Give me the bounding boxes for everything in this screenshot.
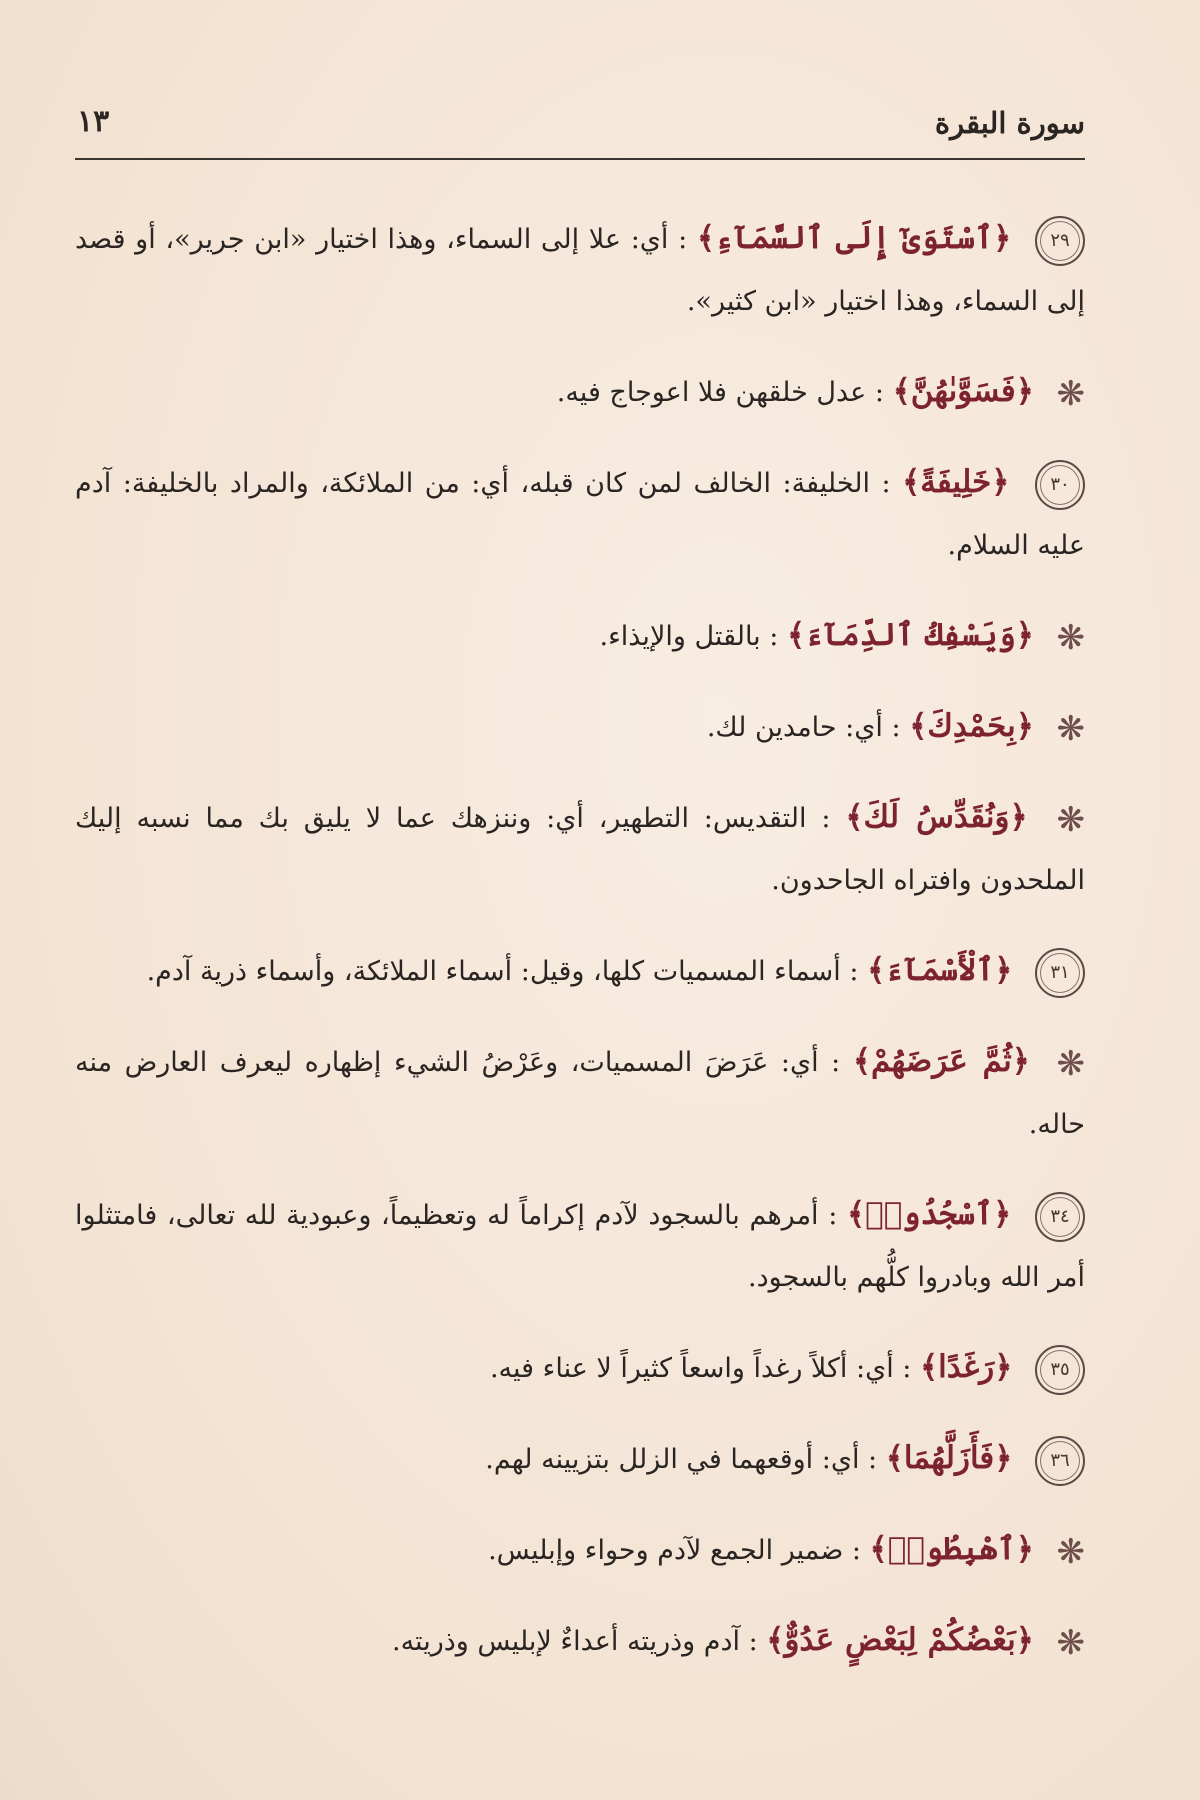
quran-term: ﴿فَأَزَلَّهُمَا﴾ bbox=[885, 1440, 1013, 1476]
verse-number-badge: ٣٤ bbox=[1035, 1192, 1085, 1242]
glossary-entry bbox=[75, 1518, 1085, 1582]
definition-text: : بالقتل والإيذاء. bbox=[599, 621, 779, 652]
glossary-entry bbox=[75, 1609, 1085, 1673]
verse-number-badge: ٣١ bbox=[1035, 948, 1085, 998]
star-ornament-icon: ❋ bbox=[1056, 1622, 1085, 1663]
verse-number-badge: ٣٥ bbox=[1035, 1345, 1085, 1395]
glossary-entry bbox=[75, 360, 1085, 424]
definition-text: : أسماء المسميات كلها، وقيل: أسماء الملائكة، وأسماء ذرية آدم. bbox=[146, 956, 859, 987]
verse-number-badge: ٣٦ bbox=[1035, 1436, 1085, 1486]
surah-title: سورة البقرة bbox=[934, 106, 1085, 140]
glossary-entry bbox=[75, 695, 1085, 759]
page-number: ١٣ bbox=[77, 104, 110, 139]
star-ornament-icon: ❋ bbox=[1056, 373, 1085, 414]
glossary-list bbox=[75, 180, 1085, 1693]
star-ornament-icon: ❋ bbox=[1056, 617, 1085, 658]
glossary-entry bbox=[75, 786, 1085, 912]
glossary-entry bbox=[75, 207, 1085, 333]
definition-text: : أي: أوقعهما في الزلل بتزيينه لهم. bbox=[485, 1444, 878, 1475]
star-ornament-icon: ❋ bbox=[1056, 799, 1085, 840]
definition-text: : أي: عَرَضَ المسميات، وعَرْضُ الشيء إظهاره ليعرف العارض منه حاله. bbox=[75, 1047, 1085, 1140]
definition-text: : الخليفة: الخالف لمن كان قبله، أي: من الملائكة، والمراد بالخليفة: آدم عليه السلام. bbox=[75, 468, 1085, 561]
definition-text: : أمرهم بالسجود لآدم إكراماً له وتعظيماً، وعبودية لله تعالى، فامتثلوا أمر الله وبادروا كلُّهم بالسجود. bbox=[75, 1200, 1085, 1293]
quran-term: ﴿ٱلْأَسْمَآءَ﴾ bbox=[867, 952, 1013, 988]
definition-text: : أي: أكلاً رغداً واسعاً كثيراً لا عناء فيه. bbox=[489, 1353, 912, 1384]
glossary-entry bbox=[75, 451, 1085, 577]
quran-term: ﴿وَنُقَدِّسُ لَكَ﴾ bbox=[845, 799, 1028, 835]
glossary-entry bbox=[75, 1030, 1085, 1156]
quran-term: ﴿ثُمَّ عَرَضَهُمْ﴾ bbox=[852, 1043, 1030, 1079]
quran-term: ﴿خَلِيفَةً﴾ bbox=[902, 464, 1010, 500]
definition-text: : أي: علا إلى السماء، وهذا اختيار «ابن جرير»، أو قصد إلى السماء، وهذا اختيار «ابن كثير». bbox=[75, 224, 1085, 317]
verse-number-badge: ٣٠ bbox=[1035, 460, 1085, 510]
glossary-entry bbox=[75, 939, 1085, 1003]
quran-term: ﴿ٱسْجُدُوا۟﴾ bbox=[846, 1196, 1012, 1232]
glossary-entry bbox=[75, 604, 1085, 668]
star-ornament-icon: ❋ bbox=[1056, 1531, 1085, 1572]
quran-term: ﴿فَسَوَّىٰهُنَّ﴾ bbox=[892, 373, 1034, 409]
quran-term: ﴿بِحَمْدِكَ﴾ bbox=[909, 708, 1034, 744]
quran-term: ﴿ٱسْتَوَىٰٓ إِلَى ٱلسَّمَآءِ﴾ bbox=[696, 220, 1012, 256]
definition-text: : آدم وذريته أعداءٌ لإبليس وذريته. bbox=[391, 1626, 758, 1657]
quran-term: ﴿وَيَسْفِكُ ٱلدِّمَآءَ﴾ bbox=[786, 617, 1034, 653]
page-header bbox=[75, 98, 1085, 160]
definition-text: : التقديس: التطهير، أي: وننزهك عما لا يليق بك مما نسبه إليك الملحدون وافتراه الجاحدون. bbox=[75, 803, 1085, 896]
definition-text: : ضمير الجمع لآدم وحواء وإبليس. bbox=[488, 1535, 861, 1566]
glossary-entry bbox=[75, 1336, 1085, 1400]
definition-text: : عدل خلقهن فلا اعوجاج فيه. bbox=[556, 377, 884, 408]
definition-text: : أي: حامدين لك. bbox=[706, 712, 901, 743]
quran-term: ﴿رَغَدًا﴾ bbox=[920, 1349, 1013, 1385]
quran-term: ﴿ٱهْبِطُوا۟﴾ bbox=[869, 1531, 1034, 1567]
glossary-entry bbox=[75, 1183, 1085, 1309]
verse-number-badge: ٢٩ bbox=[1035, 216, 1085, 266]
star-ornament-icon: ❋ bbox=[1056, 1043, 1086, 1084]
glossary-entry bbox=[75, 1427, 1085, 1491]
quran-term: ﴿بَعْضُكُمْ لِبَعْضٍ عَدُوٌّ﴾ bbox=[766, 1622, 1034, 1658]
star-ornament-icon: ❋ bbox=[1056, 708, 1085, 749]
